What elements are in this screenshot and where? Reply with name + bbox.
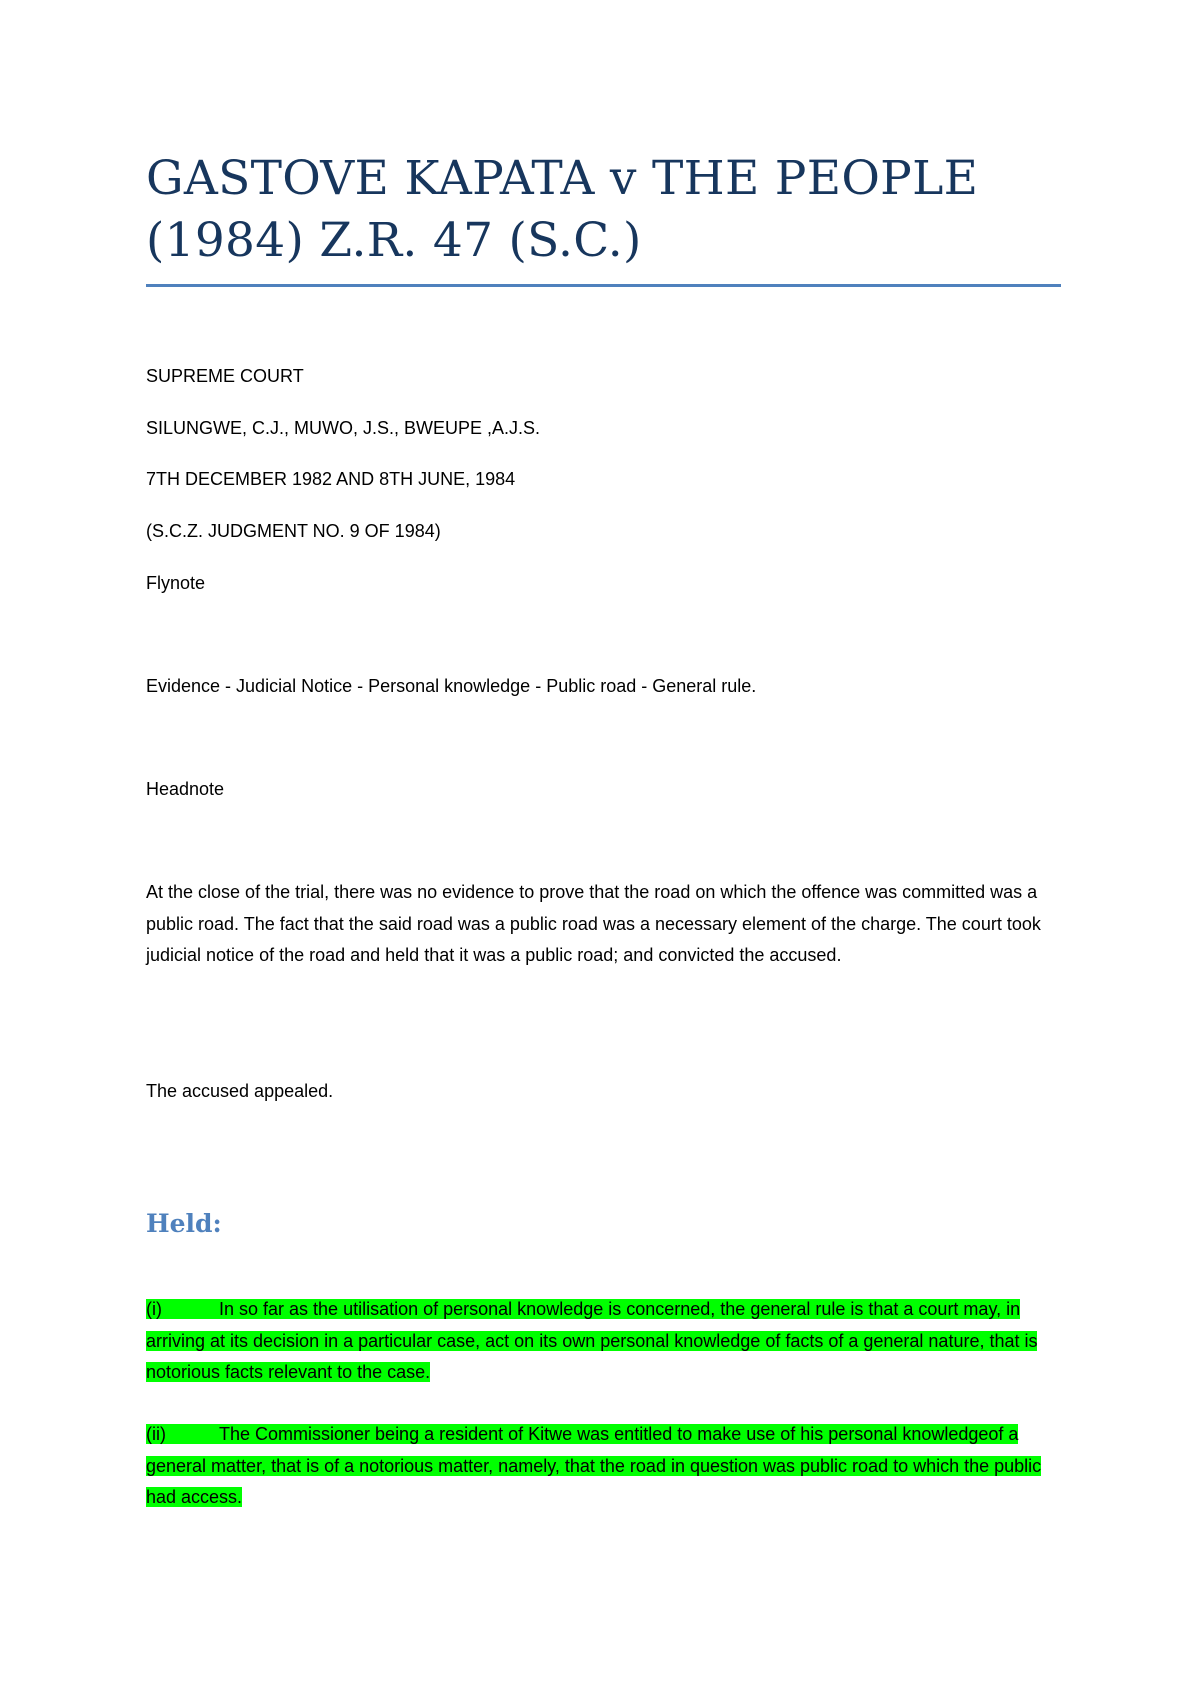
held-item-2-number: (ii)	[146, 1424, 166, 1444]
held-item-2-text: The Commissioner being a resident of Kitwe was entitled to make use of his personal knowledgeof a general matter, that is of a notorious matter, namely, that the road in question was public road to which the public had access.	[146, 1424, 1042, 1507]
title-line-1: GASTOVE KAPATA v THE PEOPLE	[146, 151, 979, 206]
held-heading: Held:	[146, 1209, 222, 1238]
page-title	[146, 148, 1061, 278]
headnote-heading: Headnote	[146, 779, 225, 799]
held-item-1-text: In so far as the utilisation of personal knowledge is concerned, the general rule is that a court may, in arriving at its decision in a particular case, act on its own personal knowledge of facts of a general nature, that is notorious facts relevant to the case.	[146, 1299, 1038, 1382]
held-item-2	[146, 1419, 1061, 1514]
held-item-1-number: (i)	[146, 1299, 162, 1319]
held-item-1	[146, 1294, 1061, 1389]
headnote-text: At the close of the trial, there was no evidence to prove that the road on which the offence was committed was a public road. The fact that the said road was a public road was a necessary element of the charge. The court took judicial notice of the road and held that it was a public road; and convicted the accused.	[146, 882, 1041, 965]
dates-line: 7TH DECEMBER 1982 AND 8TH JUNE, 1984	[146, 469, 516, 489]
held-item-1-highlight	[146, 1299, 1037, 1382]
held-item-2-highlight	[146, 1424, 1041, 1507]
title-line-2: (1984) Z.R. 47 (S.C.)	[146, 213, 642, 268]
flynote-text: Evidence - Judicial Notice - Personal knowledge - Public road - General rule.	[146, 676, 757, 696]
judgment-number: (S.C.Z. JUDGMENT NO. 9 OF 1984)	[146, 521, 441, 541]
title-underline	[146, 284, 1061, 287]
title-block	[146, 148, 1061, 287]
court-name: SUPREME COURT	[146, 366, 304, 386]
judges-line: SILUNGWE, C.J., MUWO, J.S., BWEUPE ,A.J.S.	[146, 418, 541, 438]
appeal-text: The accused appealed.	[146, 1081, 334, 1101]
flynote-heading: Flynote	[146, 573, 206, 593]
